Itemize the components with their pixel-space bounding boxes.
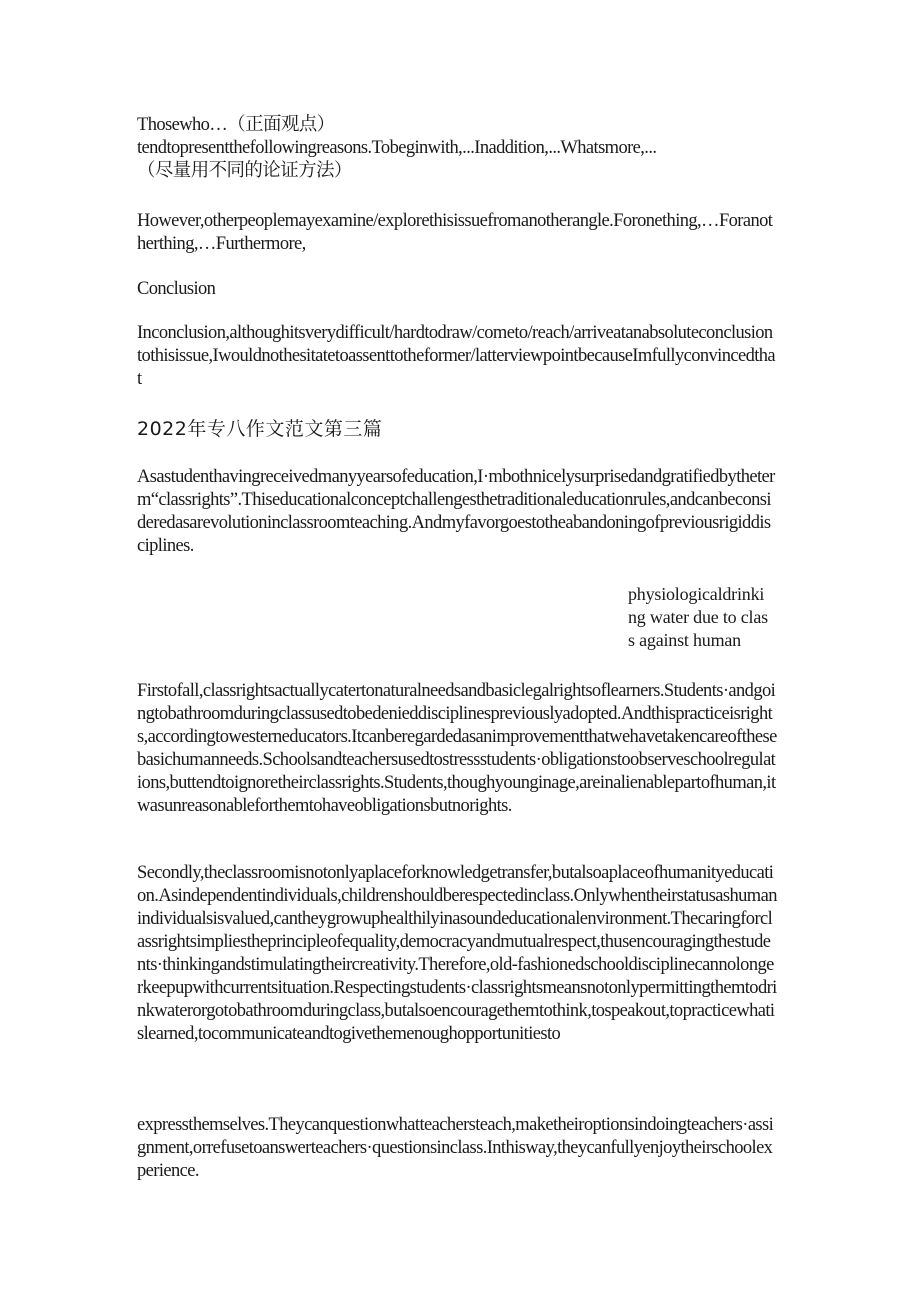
paragraph-first: Firstofall,classrightsactuallycatertonaturalneedsandbasiclegalrightsoflearners.Students·andgoingtobathroomduringclassusedtobedenieddisciplinespreviouslyadopted.Andthispracticeisrights,accordingtowesterneducators.Itcanberegardedasanimprovementthatwehavetakencareofthesebasichumanneeds.Schoolsandteachersusedtostressstudents·obligationstoobserveschoolregulations,buttendtoignoretheirclassrights.Students,thoughyounginage,areinalienablepartofhuman,itwasunreasonableforthemtohaveobligationsbutnorights. xyxy=(137,681,777,816)
paragraph-third: expressthemselves.Theycanquestionwhatteachersteach,maketheiroptionsindoingteachers·assignment,orrefusetoanswerteachers·questionsinclass.Inthisway,theycanfullyenjoytheirschoolexperience. xyxy=(137,1115,774,1181)
intro-outline xyxy=(137,114,777,183)
outline-line-reasons: tendtopresentthefollowingreasons.Tobeginwith,...Inaddition,...Whatsmore,... xyxy=(137,138,657,158)
outline-line-positive-view: Thosewho…（正面观点） xyxy=(137,115,335,135)
however-paragraph: However,otherpeoplemayexamine/explorethisissuefromanotherangle.Foronething,…Foranotherthing,…Furthermore, xyxy=(137,211,773,254)
essay-intro-paragraph: Asastudenthavingreceivedmanyyearsofeducation,I·mbothnicelysurprisedandgratifiedbytheterm“classrights”.Thiseducationalconceptchallengesthetraditionaleducationrules,andcanbeconsideredasarevolutioninclassroomteaching.Andmyfavorgoestotheabandoningofpreviousrigiddisciplines. xyxy=(137,467,775,556)
paragraph-second: Secondly,theclassroomisnotonlyaplaceforknowledgetransfer,butalsoaplaceofhumanityeducation.Asindependentindividuals,childrenshouldberespectedinclass.Onlywhentheirstatusashumanindividualsisvalued,cantheygrowuphealthilyinasoundeducationalenvironment.Thecaringforclassrightsimpliestheprincipleofequality,democracyandmutualrespect,thusencouragingthestudents·thinkingandstimulatingtheircreativity.Therefore,old-fashionedschooldisciplinecannolongerkeepupwithcurrentsituation.Respectingstudents·classrightsmeansnotonlypermittingthemtodrinkwaterorgotobathroomduringclass,butalsoencouragethemtothink,tospeakout,topracticewhatislearned,tocommunicateandtogivethemenoughopportunitiesto xyxy=(137,863,777,1044)
outline-line-method-note: （尽量用不同的论证方法） xyxy=(137,161,352,181)
conclusion-label: Conclusion xyxy=(137,279,216,299)
section-title: 2022年专八作文范文第三篇 xyxy=(137,418,383,440)
conclusion-paragraph: Inconclusion,althoughitsverydifficult/hardtodraw/cometo/reach/arriveatanabsoluteconclusiontothisissue,Iwouldnothesitatetoassenttotheformer/latterviewpointbecauseImfullyconvincedthat xyxy=(137,323,776,389)
side-note: physiologicaldrinking water due to class against human xyxy=(628,584,768,650)
